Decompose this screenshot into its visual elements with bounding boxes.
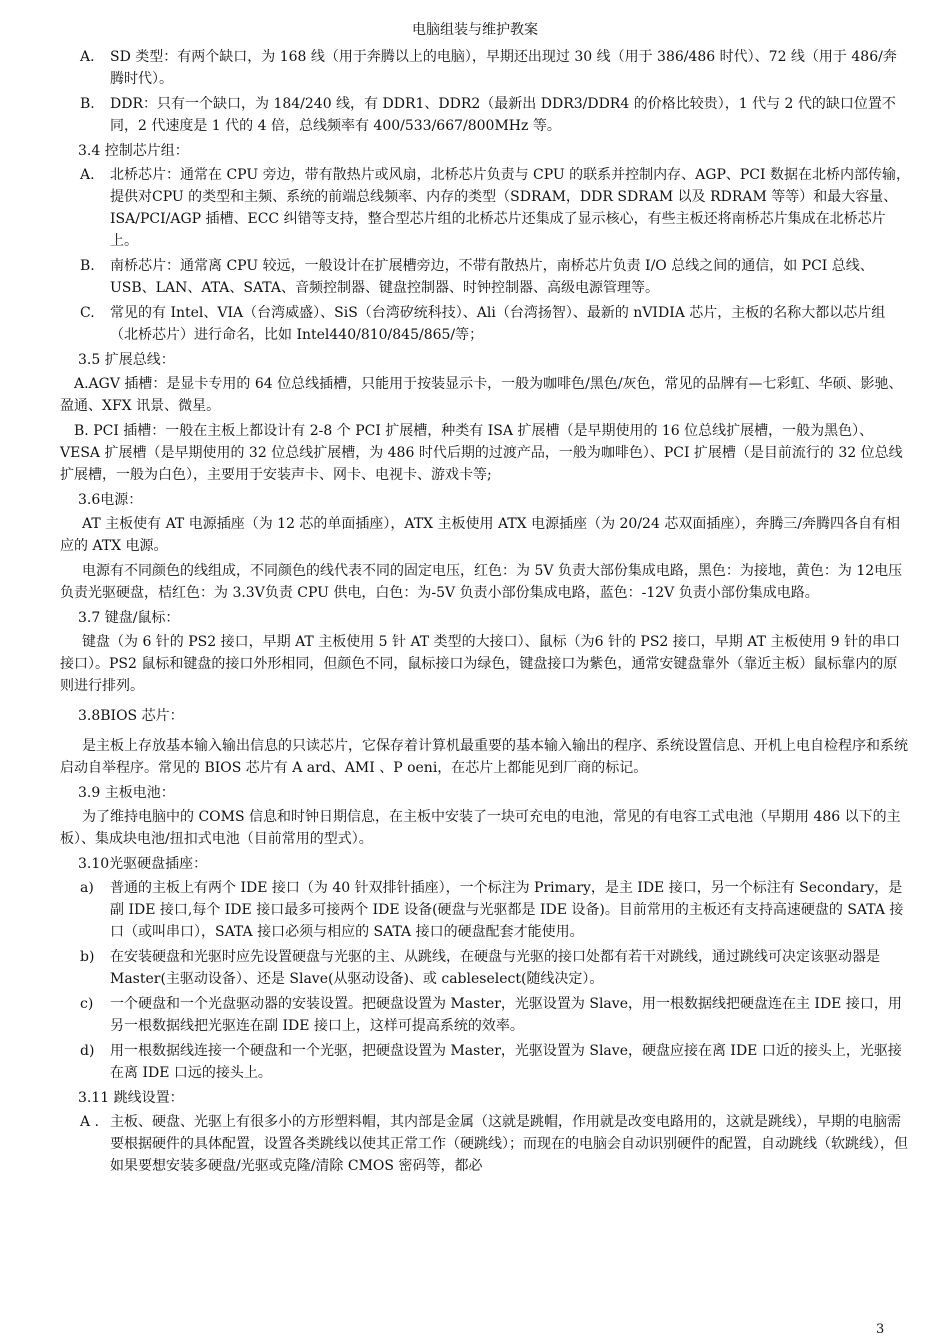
list-item: [60, 946, 910, 990]
list-marker: B.: [80, 96, 95, 112]
list-item-text: SD 类型：有两个缺口，为 168 线（用于奔腾以上的电脑），早期还出现过 30 线（用于 386/486 时代）、72 线（用于 486/奔腾时代）。: [110, 49, 897, 87]
document-body: [60, 46, 910, 1180]
paragraph: 是主板上存放基本输入输出信息的只读芯片，它保存着计算机最重要的基本输入输出的程序、系统设置信息、开机上电自检程序和系统启动自举程序。常见的 BIOS 芯片有 A ard、AMI 、P oeni，在芯片上都能见到厂商的标记。: [60, 738, 908, 776]
paragraph: A.AGV 插槽：是显卡专用的 64 位总线插槽，只能用于按装显示卡，一般为咖啡色/黑色/灰色，常见的品牌有—七彩虹、华硕、影驰、盈通、XFX 讯景、微星。: [60, 376, 903, 414]
section-heading-3-9: 3.9 主板电池：: [78, 785, 175, 801]
list-marker: C.: [80, 305, 95, 321]
paragraph: 为了维持电脑中的 COMS 信息和时钟日期信息，在主板中安装了一块可充电的电池，常见的有电容工式电池（早期用 486 以下的主板）、集成块电池/扭扣式电池（目前常用的型式）。: [60, 809, 901, 847]
list-marker: c): [80, 996, 94, 1012]
list-item-text: 常见的有 Intel、VIA（台湾威盛）、SiS（台湾矽统科技）、Ali（台湾扬智）、最新的 nVIDIA 芯片，主板的名称大都以芯片组（北桥芯片）进行命名，比如 Intel440/810/845/865/等；: [110, 305, 886, 343]
list-item-text: 主板、硬盘、光驱上有很多小的方形塑料帽，其内部是金属（这就是跳帽，作用就是改变电路用的，这就是跳线），早期的电脑需要根据硬件的具体配置，设置各类跳线以使其正常工作（硬跳线）；而现在的电脑会自动识别硬件的配置，自动跳线（软跳线），但如果要想安装多硬盘/光驱或克隆/清除 CMOS 密码等，都必: [110, 1114, 908, 1174]
section-heading-3-4: 3.4 控制芯片组：: [78, 143, 189, 159]
list-item: [60, 302, 910, 346]
paragraph: B. PCI 插槽：一般在主板上都设计有 2-8 个 PCI 扩展槽，种类有 ISA 扩展槽（是早期使用的 16 位总线扩展槽，一般为黑色）、VESA 扩展槽（是早期使用的 32 位总线扩展槽，为 486 时代后期的过渡产品，一般为咖啡色）、PCI 扩展槽（是目前流行的 32 位总线扩展槽，一般为白色），主要用于安装声卡、网卡、电视卡、游戏卡等;: [60, 423, 903, 483]
section-heading-3-8: 3.8BIOS 芯片：: [78, 708, 184, 724]
list-item: [60, 46, 910, 90]
section-heading-3-5: 3.5 扩展总线：: [78, 352, 175, 368]
list-item-text: 南桥芯片：通常离 CPU 较远，一般设计在扩展槽旁边，不带有散热片，南桥芯片负责 I/O 总线之间的通信，如 PCI 总线、USB、LAN、ATA、SATA、音频控制器、键盘控制器、时钟控制器、高级电源管理等。: [110, 258, 874, 296]
list-item: [60, 993, 910, 1037]
list-item: [60, 1111, 910, 1177]
list-item-text: DDR：只有一个缺口，为 184/240 线，有 DDR1、DDR2（最新出 DDR3/DDR4 的价格比较贵），1 代与 2 代的缺口位置不同，2 代速度是 1 代的 4 倍，总线频率有 400/533/667/800MHz 等。: [110, 96, 896, 134]
list-item-text: 在安装硬盘和光驱时应先设置硬盘与光驱的主、从跳线，在硬盘与光驱的接口处都有若干对跳线，通过跳线可决定该驱动器是 Master(主驱动设备）、还是 Slave(从驱动设备)、或 cableselect(随线决定）。: [110, 949, 880, 987]
list-marker: a): [80, 880, 94, 896]
paragraph: 键盘（为 6 针的 PS2 接口，早期 AT 主板使用 5 针 AT 类型的大接口）、鼠标（为6 针的 PS2 接口，早期 AT 主板使用 9 针的串口接口）。PS2 鼠标和键盘的接口外形相同，但颜色不同，鼠标接口为绿色，键盘接口为紫色，通常安键盘靠外（靠近主板）鼠标靠内的原则进行排列。: [60, 634, 901, 694]
list-marker: A .: [80, 1114, 100, 1130]
paragraph: AT 主板使有 AT 电源插座（为 12 芯的单面插座），ATX 主板使用 ATX 电源插座（为 20/24 芯双面插座），奔腾三/奔腾四各自有相应的 ATX 电源。: [60, 516, 901, 554]
list-item: [60, 164, 910, 252]
list-item-text: 北桥芯片：通常在 CPU 旁边，带有散热片或风扇，北桥芯片负责与 CPU 的联系并控制内存、AGP、PCI 数据在北桥内部传输，提供对CPU 的类型和主频、系统的前端总线频率、内存的类型（SDRAM，DDR SDRAM 以及 RDRAM 等等）和最大容量、ISA/PCI/AGP 插槽、ECC 纠错等支持，整合型芯片组的北桥芯片还集成了显示核心，有些主板还将南桥芯片集成在北桥芯片上。: [110, 167, 910, 249]
list-item: [60, 877, 910, 943]
list-item-text: 普通的主板上有两个 IDE 接口（为 40 针双排针插座），一个标注为 Primary，是主 IDE 接口，另一个标注有 Secondary，是副 IDE 接口,每个 IDE 接口最多可接两个 IDE 设备(硬盘与光驱都是 IDE 设备)。目前常用的主板还有支持高速硬盘的 SATA 接口（或叫串口），SATA 接口必须与相应的 SATA 接口的硬盘配套才能使用。: [110, 880, 904, 940]
list-marker: A.: [80, 167, 95, 183]
section-heading-3-7: 3.7 键盘/鼠标：: [78, 610, 180, 626]
section-heading-3-10: 3.10光驱硬盘插座：: [78, 856, 208, 872]
list-marker: b): [80, 949, 95, 965]
section-heading-3-6: 3.6电源：: [78, 492, 143, 508]
list-item: [60, 93, 910, 137]
list-item-text: 一个硬盘和一个光盘驱动器的安装设置。把硬盘设置为 Master，光驱设置为 Slave，用一根数据线把硬盘连在主 IDE 接口，用另一根数据线把光驱连在副 IDE 接口上，这样可提高系统的效率。: [110, 996, 902, 1034]
list-marker: B.: [80, 258, 95, 274]
page-header: 电脑组装与维护教案: [412, 22, 538, 38]
paragraph: 电源有不同颜色的线组成，不同颜色的线代表不同的固定电压，红色：为 5V 负责大部份集成电路，黑色：为接地，黄色：为 12电压负责光驱硬盘，桔红色：为 3.3V负责 CPU 供电，白色：为-5V 负责小部份集成电路，蓝色：-12V 负责小部份集成电路。: [60, 563, 903, 601]
list-item: [60, 255, 910, 299]
list-item: [60, 1040, 910, 1084]
list-item-text: 用一根数据线连接一个硬盘和一个光驱，把硬盘设置为 Master，光驱设置为 Slave，硬盘应接在离 IDE 口近的接头上，光驱接在离 IDE 口远的接头上。: [110, 1043, 902, 1081]
page-number: 3: [876, 1322, 885, 1337]
list-marker: d): [80, 1043, 95, 1059]
list-marker: A.: [80, 49, 95, 65]
section-heading-3-11: 3.11 跳线设置：: [78, 1090, 184, 1106]
